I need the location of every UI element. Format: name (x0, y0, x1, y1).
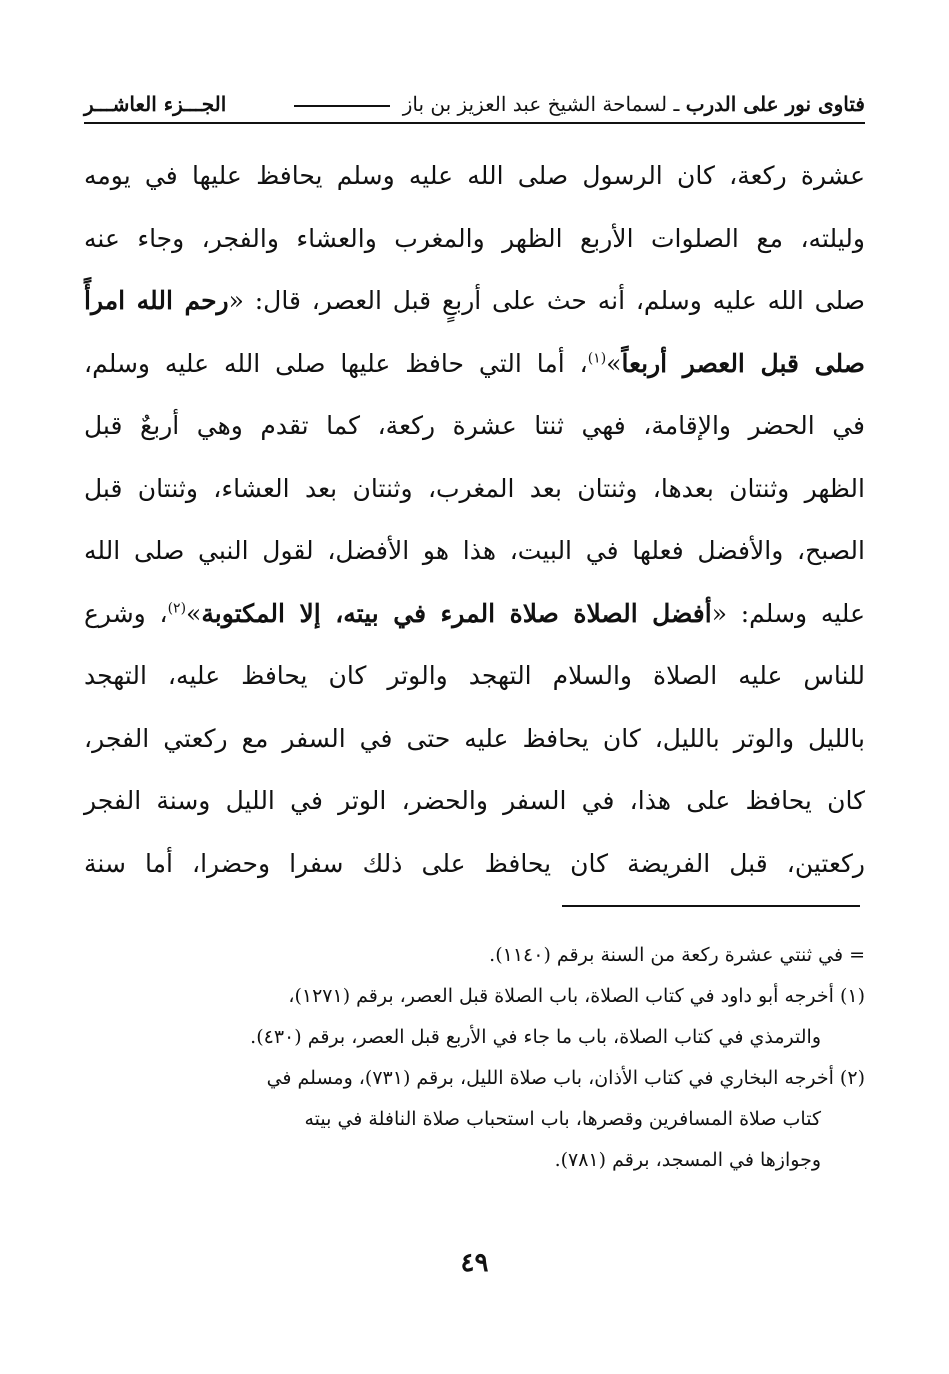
text-line: كان يحافظ على هذا، في السفر والحضر، الوتر في الليل وسنة الفجر (84, 786, 865, 815)
running-header (84, 86, 865, 124)
footnote-2: (٢) أخرجه البخاري في كتاب الأذان، باب صلاة الليل، برقم (٧٣١)، ومسلم في (266, 1067, 865, 1089)
header-rule (294, 105, 390, 107)
hadith-quote: صلى قبل العصر أربعاً (621, 348, 865, 378)
text-line: عشرة ركعة، كان الرسول صلى الله عليه وسلم يحافظ عليها في يومه (84, 161, 865, 190)
text-line: الظهر وثنتان بعدها، وثنتان بعد المغرب، وثنتان بعد العشاء، وثنتان قبل (84, 473, 865, 503)
text-line: في الحضر والإقامة، فهي ثنتا عشرة ركعة، كما تقدم وهي أربعٌ قبل (84, 411, 865, 440)
footnote-separator (562, 905, 860, 907)
book-title: فتاوى نور على الدرب (685, 92, 865, 116)
text-line: صلى الله عليه وسلم، أنه حث على أربعٍ قبل العصر، قال: «رحم الله امرأً (84, 286, 865, 315)
main-text (84, 145, 865, 895)
text-line: وليلته، مع الصلوات الأربع الظهر والمغرب والعشاء والفجر، وجاء عنه (84, 223, 865, 253)
text-line: الصبح، والأفضل فعلها في البيت، هذا هو الأفضل، لقول النبي صلى الله (84, 536, 865, 565)
footnote-1-cont: والترمذي في كتاب الصلاة، باب ما جاء في الأربع قبل العصر، برقم (٤٣٠). (250, 1026, 821, 1048)
author-name: ـ لسماحة الشيخ عبد العزيز بن باز (402, 92, 680, 116)
footnote-continuation: = في ثنتي عشرة ركعة من السنة برقم (١١٤٠). (489, 944, 865, 966)
volume-label: الجـــزء العاشـــر (84, 92, 227, 116)
text-line: للناس عليه الصلاة والسلام التهجد والوتر كان يحافظ عليه، التهجد (84, 661, 865, 690)
text-line: عليه وسلم: «أفضل الصلاة صلاة المرء في بيته، إلا المكتوبة»$^{(٢)}$، وشرع (84, 598, 866, 628)
footnotes (84, 935, 865, 1181)
footnote-ref: (١) (587, 350, 607, 367)
hadith-quote: أفضل الصلاة صلاة المرء في بيته، إلا المكتوبة (201, 598, 712, 628)
page-number: ٤٩ (460, 1248, 489, 1278)
footnote-1: (١) أخرجه أبو داود في كتاب الصلاة، باب الصلاة قبل العصر، برقم (١٢٧١)، (288, 985, 865, 1007)
footnote-ref: (٢) (167, 600, 187, 617)
text-line: صلى قبل العصر أربعاً»$^{(١)}$، أما التي حافظ عليها صلى الله عليه وسلم، (84, 348, 865, 378)
footnote-2-cont: كتاب صلاة المسافرين وقصرها، باب استحباب صلاة النافلة في بيته (304, 1108, 821, 1130)
text-line: بالليل والوتر بالليل، كان يحافظ عليه حتى في السفر مع ركعتي الفجر، (84, 723, 865, 753)
footnote-2-cont: وجوازها في المسجد، برقم (٧٨١). (554, 1149, 821, 1171)
hadith-quote: رحم الله امرأً (84, 286, 229, 315)
text-line: ركعتين، قبل الفريضة كان يحافظ على ذلك سفرا وحضرا، أما سنة (84, 848, 865, 878)
